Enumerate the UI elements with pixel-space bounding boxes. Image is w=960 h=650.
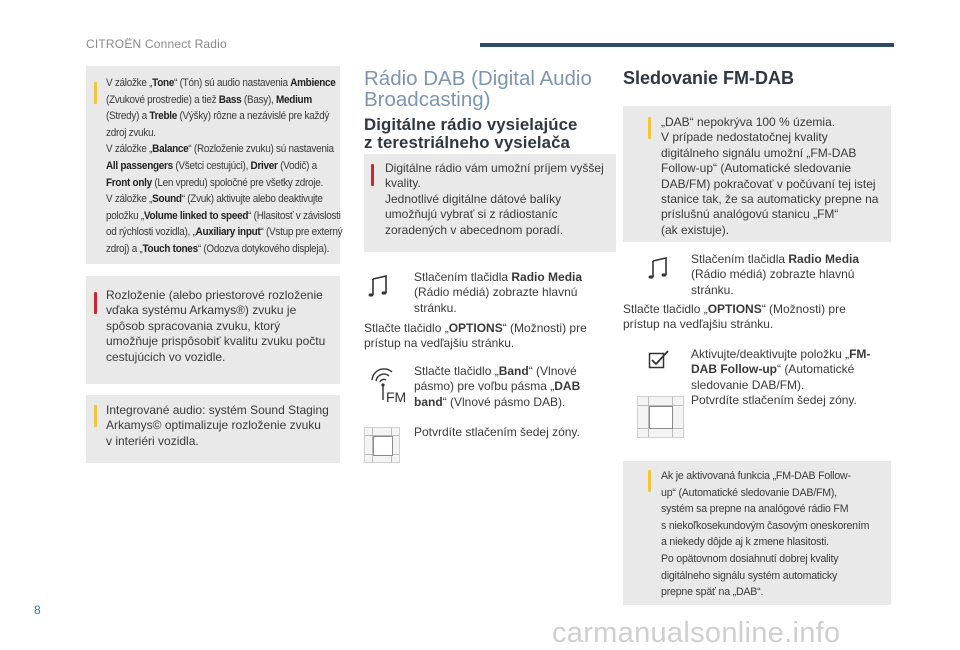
- text-line: digitálneho signálu umožní „FM-DAB: [661, 145, 857, 160]
- radio-fm-icon: [366, 366, 406, 406]
- title-line: Broadcasting): [364, 88, 491, 111]
- setting-name: Ambience: [290, 77, 336, 89]
- text-line: „DAB“ nepokrýva 100 % územia.: [661, 115, 836, 129]
- step-radio-media: [414, 270, 582, 316]
- step-options: [364, 321, 587, 352]
- info-box-audio-settings-text: [106, 75, 342, 258]
- subsection-title-digital-radio: [364, 116, 577, 151]
- text: Aktivujte/deaktivujte položku „: [691, 347, 850, 361]
- text: Stlačte tlačidlo „: [364, 321, 449, 335]
- option-name: DAB Follow-up: [691, 362, 777, 377]
- option-name: band: [414, 394, 443, 409]
- setting-name: Volume linked to speed: [143, 209, 249, 222]
- section-title-dab: [364, 68, 592, 110]
- text: pásmo) pre voľbu pásma „: [414, 379, 555, 394]
- step-radio-media: [691, 252, 859, 298]
- watermark: carmanualsonline.info: [552, 617, 841, 649]
- warning-box-digital-radio-text: [385, 161, 604, 238]
- header-title: CITROËN Connect Radio: [86, 37, 227, 51]
- setting-name: Driver: [250, 159, 278, 172]
- text-line: [106, 175, 342, 192]
- text: “ (Hlasitosť v závislosti: [248, 209, 341, 222]
- text: (Výšky) rôzne a nezávislé pre každý: [177, 110, 330, 123]
- info-marker: [648, 117, 651, 139]
- setting-name: Tone: [152, 77, 175, 89]
- title-line: Digitálne rádio vysielajúce: [364, 115, 578, 134]
- info-box-follow-up-behaviour-text: [661, 468, 869, 601]
- info-marker: [648, 470, 651, 492]
- text-line: Arkamys© optimalizuje rozloženie zvuku: [106, 418, 321, 433]
- text-line: V prípade nedostatočnej kvality: [661, 130, 828, 145]
- section-title-fm-dab: Sledovanie FM-DAB: [623, 68, 795, 88]
- text-line: umožňuje prispôsobiť kvalitu zvuku počtu: [106, 334, 326, 349]
- step-fm-dab-follow-up: [691, 347, 870, 409]
- text-line: príslušnú analógovú stanicu „FM“: [661, 207, 839, 222]
- music-note-icon: [648, 256, 670, 280]
- text: “ (Možnosti) pre: [761, 302, 846, 316]
- setting-name: Treble: [149, 110, 178, 123]
- text-line: [106, 191, 342, 208]
- text: položku „: [106, 209, 144, 222]
- text-line: Digitálne rádio vám umožní príjem vyššej: [385, 161, 604, 175]
- text: “ (Možnosti) pre: [502, 321, 587, 335]
- text-line: cestujúcich vo vozidle.: [106, 349, 226, 364]
- text-line: [106, 125, 342, 142]
- text-line: up“ (Automatické sledovanie DAB/FM),: [661, 486, 837, 499]
- setting-name: Auxiliary input: [195, 226, 261, 239]
- setting-name: Balance: [152, 143, 189, 156]
- text: (Zvukové prostredie) a tiež: [106, 93, 219, 106]
- text: “ (Odozva dotykového displeja).: [197, 242, 330, 255]
- text: V záložke „: [106, 143, 153, 156]
- text: “ (Rozloženie zvuku) sú nastavenia: [188, 143, 334, 156]
- text-line: Rozloženie (alebo priestorové rozloženie: [106, 288, 323, 302]
- text-line: (Rádio médiá) zobrazte hlavnú: [414, 285, 578, 300]
- text-line: vďaka systému Arkamys®) zvuku je: [106, 303, 297, 318]
- text-line: (Rádio médiá) zobrazte hlavnú: [691, 267, 855, 282]
- info-marker: [94, 82, 97, 104]
- text-line: stránku.: [691, 282, 734, 297]
- text: “ (Vstup pre externý: [260, 226, 343, 239]
- text-line: [106, 141, 342, 158]
- text-line: [106, 92, 342, 109]
- step-options: [623, 302, 846, 333]
- setting-name: All passengers: [106, 159, 173, 172]
- text-line: [106, 224, 342, 241]
- text-line: stránku.: [414, 300, 457, 315]
- text-line: v interiéri vozidla.: [106, 433, 199, 448]
- title-line: Rádio DAB (Digital Audio: [364, 67, 592, 90]
- warning-marker: [371, 164, 374, 186]
- music-note-icon: [368, 274, 390, 298]
- text: zdroj) a „: [106, 242, 143, 255]
- header-bar: [480, 43, 894, 47]
- text: (Vodič) a: [277, 159, 317, 172]
- button-name: Radio Media: [788, 252, 860, 266]
- text: zdroj zvuku.: [106, 126, 156, 139]
- text-line: [106, 75, 342, 92]
- text-line: [106, 108, 342, 125]
- text: (Basy),: [241, 93, 276, 106]
- text-line: a niekedy dôjde aj k zmene hlasitosti.: [661, 536, 829, 549]
- checkbox-check-icon: [648, 349, 670, 369]
- info-marker: [94, 405, 97, 427]
- setting-name: Bass: [218, 93, 242, 106]
- text-line: sledovanie DAB/FM).: [691, 377, 805, 392]
- grey-zone-icon: [364, 427, 400, 463]
- text: V záložke „: [106, 77, 153, 89]
- option-name: FM-: [849, 347, 871, 361]
- text: “ (Zvuk) aktivujte alebo deaktivujte: [181, 193, 323, 206]
- setting-name: Medium: [275, 93, 312, 106]
- button-name: Band: [498, 364, 529, 378]
- text-line: [106, 158, 342, 175]
- setting-name: Front only: [106, 176, 152, 189]
- button-name: Radio Media: [511, 270, 583, 284]
- grey-zone-icon: [637, 396, 684, 438]
- step-confirm: Potvrdíte stlačením šedej zóny.: [414, 425, 580, 439]
- text-line: umožňujú vybrať si z rádiostaníc: [385, 207, 558, 222]
- text: “ (Vlnové: [528, 364, 577, 378]
- text: (Stredy) a: [106, 110, 150, 123]
- text-line: Po opätovnom dosiahnutí dobrej kvality: [661, 552, 839, 565]
- text: (Všetci cestujúci),: [172, 159, 251, 172]
- title-line: z terestriálneho vysielača: [364, 132, 570, 152]
- warning-box-sound-distribution-text: [106, 288, 325, 365]
- text: V záložke „: [106, 193, 153, 206]
- text: Stlačením tlačidla: [691, 252, 789, 266]
- fm-label: FM: [386, 389, 406, 405]
- text-line: (ak existuje).: [661, 222, 730, 237]
- text: od rýchlosti vozidla), „: [106, 226, 196, 239]
- text-line: kvality.: [385, 176, 421, 191]
- text-line: Ak je aktivovaná funkcia „FM-DAB Follow-: [661, 470, 851, 482]
- text-line: stanice tak, že sa automaticky prepne na: [661, 192, 879, 207]
- text-line: prístup na vedľajšiu stránku.: [364, 336, 515, 351]
- text-line: Integrované audio: systém Sound Staging: [106, 403, 329, 417]
- text-line: Jednotlivé digitálne dátové balíky: [385, 191, 562, 206]
- info-box-dab-coverage-text: [661, 115, 878, 238]
- text-line: prepne späť na „DAB“.: [661, 586, 764, 599]
- setting-name: Touch tones: [142, 242, 198, 255]
- button-name: OPTIONS: [707, 302, 762, 316]
- warning-marker: [94, 292, 97, 314]
- text-line: Follow-up“ (Automatické sledovanie: [661, 161, 852, 176]
- text-line: spôsob spracovania zvuku, ktorý: [106, 318, 281, 333]
- text-line: Potvrdíte stlačením šedej zóny.: [691, 393, 857, 408]
- text-line: DAB/FM) pokračovať v počúvaní tej istej: [661, 176, 876, 191]
- text: Stlačte tlačidlo „: [623, 302, 708, 316]
- text: “ (Tón) sú audio nastavenia: [174, 77, 291, 89]
- text: Stlačením tlačidla: [414, 270, 512, 284]
- text-line: prístup na vedľajšiu stránku.: [623, 317, 774, 332]
- text: “ (Vlnové pásmo DAB).: [442, 394, 566, 409]
- setting-name: Sound: [152, 193, 182, 206]
- text-line: [106, 208, 342, 225]
- text-line: zoradených v abecednom poradí.: [385, 222, 564, 237]
- text: Stlačte tlačidlo „: [414, 364, 499, 378]
- info-box-sound-staging-text: [106, 403, 329, 449]
- option-name: DAB: [554, 379, 581, 394]
- button-name: OPTIONS: [448, 321, 503, 335]
- text-line: [106, 241, 342, 258]
- text-line: digitálneho signálu systém automaticky: [661, 569, 838, 582]
- text: “ (Automatické: [776, 362, 855, 377]
- text-line: systém sa prepne na analógové rádio FM: [661, 503, 849, 516]
- text-line: s niekoľkosekundovým časovým oneskorením: [661, 519, 870, 532]
- page-number: 8: [34, 603, 41, 617]
- text: (Len vpredu) spoločné pre všetky zdroje.: [151, 176, 323, 189]
- step-band: [414, 364, 580, 410]
